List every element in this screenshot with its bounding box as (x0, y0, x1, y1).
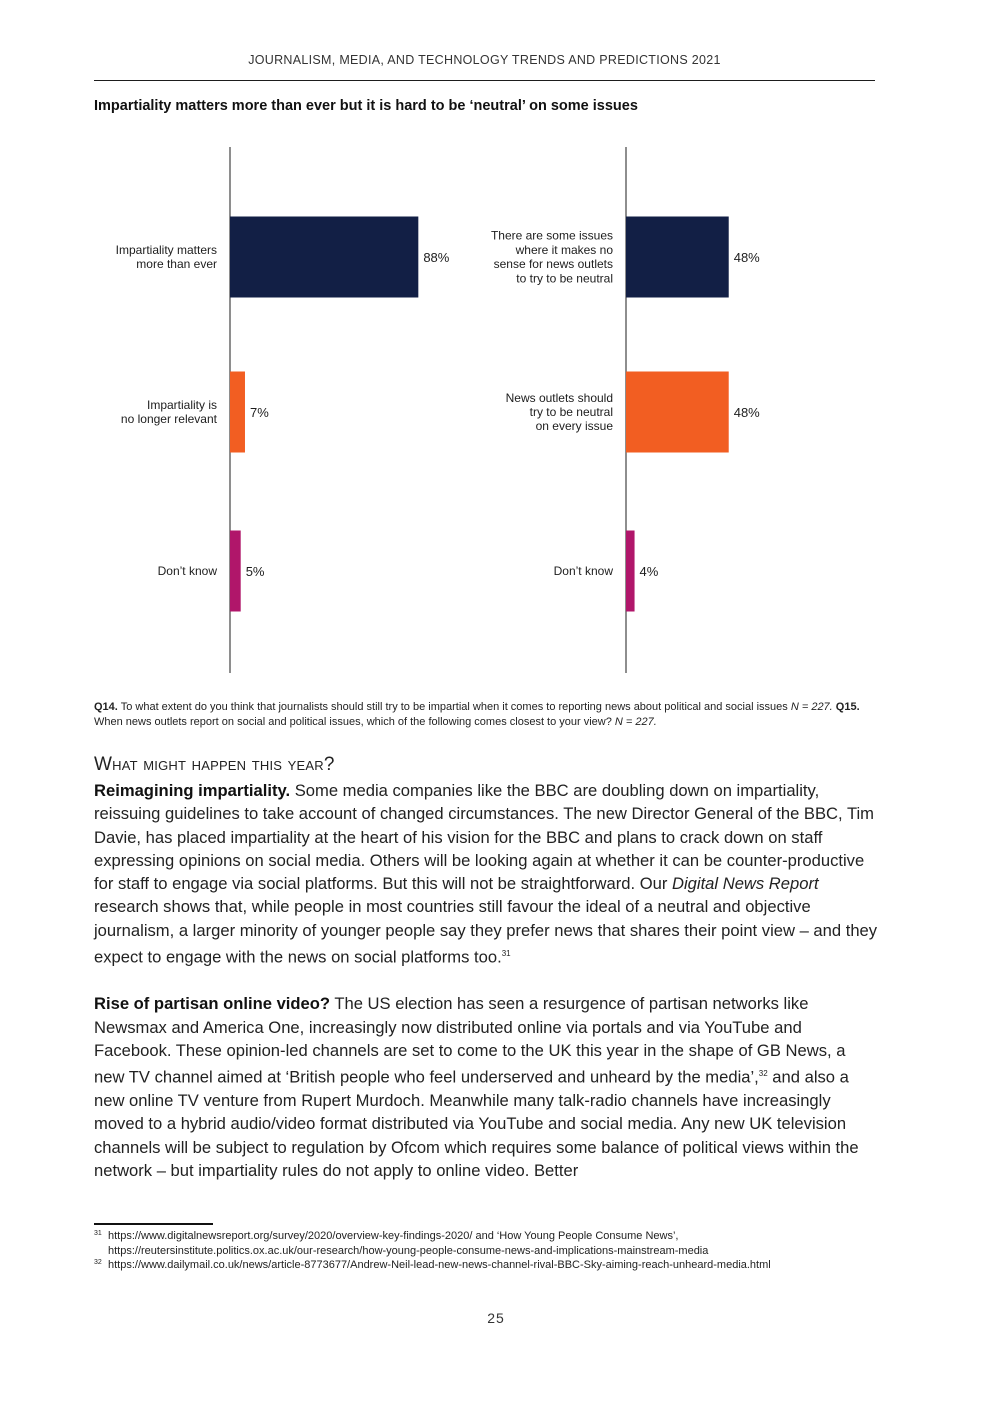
header-rule (94, 80, 875, 81)
chart-title: Impartiality matters more than ever but it is hard to be ‘neutral’ on some issues (94, 98, 638, 114)
caption-q15-text: When news outlets report on social and political issues, which of the following comes closest to your view? (94, 716, 615, 728)
paragraph-text: Some media companies like the BBC are doubling down on impartiality, reissuing guidelines to take account of changed circumstances. The new Director General of the BBC, Tim Davie, has placed impartiality at the heart of his vision for the BBC and plans to crack down on staff expressing opinions on social media. Others will be looking again at whether it can be counter-productive for staff to engage via social platforms. But this will not be straightforward. Our (94, 781, 874, 894)
report-title: Digital News Report (671, 874, 819, 894)
value-label: 48% (733, 250, 760, 265)
footnote-rule (94, 1223, 213, 1225)
value-label: 5% (245, 564, 265, 579)
chart-caption (94, 700, 879, 730)
neutrality-chart (480, 140, 860, 680)
bar-1 (626, 217, 729, 298)
footnote-ref[interactable]: 32 (758, 1069, 768, 1079)
page-number: 25 (487, 1310, 505, 1326)
category-label: Don’t know (553, 564, 613, 578)
footnote-number: 31 (94, 1230, 102, 1237)
paragraph-text: and also a new online TV venture from Rupert Murdoch. Meanwhile many talk-radio channels have increasingly moved to a hybrid audio/video format distributed via YouTube and social media. Any new UK television channels will be subject to regulation by Ofcom which requires some balance of political views within the network – but impartiality rules do not apply to online video. Better (94, 1067, 859, 1180)
bar-2 (230, 372, 245, 453)
bar-2 (626, 372, 729, 453)
footnote-number: 32 (94, 1259, 102, 1267)
value-label: 48% (733, 405, 760, 420)
caption-q15-label: Q15. (835, 701, 860, 713)
paragraph-text: research shows that, while people in most countries still favour the ideal of a neutral and objective journalism, a larger minority of younger people say they prefer news that shares their point view – and they expect to engage with the news on social platforms too. (94, 897, 878, 967)
footnote-ref[interactable]: 31 (501, 949, 511, 959)
category-label: Don’t know (157, 564, 217, 578)
category-label: Impartiality is no longer relevant (120, 397, 217, 427)
caption-q14-text: To what extent do you think that journalists should still try to be impartial when it comes to reporting news about political and social issues (117, 701, 791, 713)
footnote-item (94, 1258, 874, 1273)
value-label: 7% (249, 405, 269, 420)
category-label: There are some issues where it makes no sense for news outlets to try to be neutral (490, 228, 613, 286)
paragraph-lead: Reimagining impartiality. (94, 781, 291, 800)
impartiality-chart (94, 140, 474, 680)
section-heading: What might happen this year? (94, 754, 335, 775)
paragraph-impartiality (94, 779, 878, 969)
footnote-text[interactable]: https://www.digitalnewsreport.org/survey/2020/overview-key-findings-2020/ and ‘How Young People Consume News’, https://reutersinstitute.politics.ox.ac.uk/our-research/how-young-people-consume-news-and-implications-mainstream-media (108, 1230, 709, 1257)
category-label: Impartiality matters more than ever (115, 242, 217, 272)
footnote-item (94, 1229, 874, 1258)
category-label: News outlets should try to be neutral on every issue (505, 390, 613, 434)
caption-q14-n: N = 227. (790, 701, 833, 713)
value-label: 4% (639, 564, 659, 579)
bar-3 (626, 531, 635, 612)
footnotes (94, 1229, 874, 1273)
caption-q14-label: Q14. (94, 701, 118, 713)
bar-3 (230, 531, 241, 612)
bar-1 (230, 217, 418, 298)
paragraph-partisan-video (94, 992, 878, 1182)
running-header: JOURNALISM, MEDIA, AND TECHNOLOGY TRENDS AND PREDICTIONS 2021 (248, 53, 721, 67)
value-label: 88% (423, 250, 450, 265)
footnote-text[interactable]: https://www.dailymail.co.uk/news/article-8773677/Andrew-Neil-lead-new-news-channel-rival-BBC-Sky-aiming-reach-unheard-media.html (108, 1259, 771, 1272)
caption-q15-n: N = 227. (614, 716, 657, 728)
paragraph-lead: Rise of partisan online video? (94, 994, 331, 1014)
body-text (94, 779, 878, 1182)
paragraph-text: The US election has seen a resurgence of partisan networks like Newsmax and America One, increasingly now distributed online via portals and via YouTube and Facebook. These opinion-led channels are set to come to the UK this year in the shape of GB News, a new TV channel aimed at ‘British people who feel underserved and unheard by the media’, (94, 994, 846, 1087)
